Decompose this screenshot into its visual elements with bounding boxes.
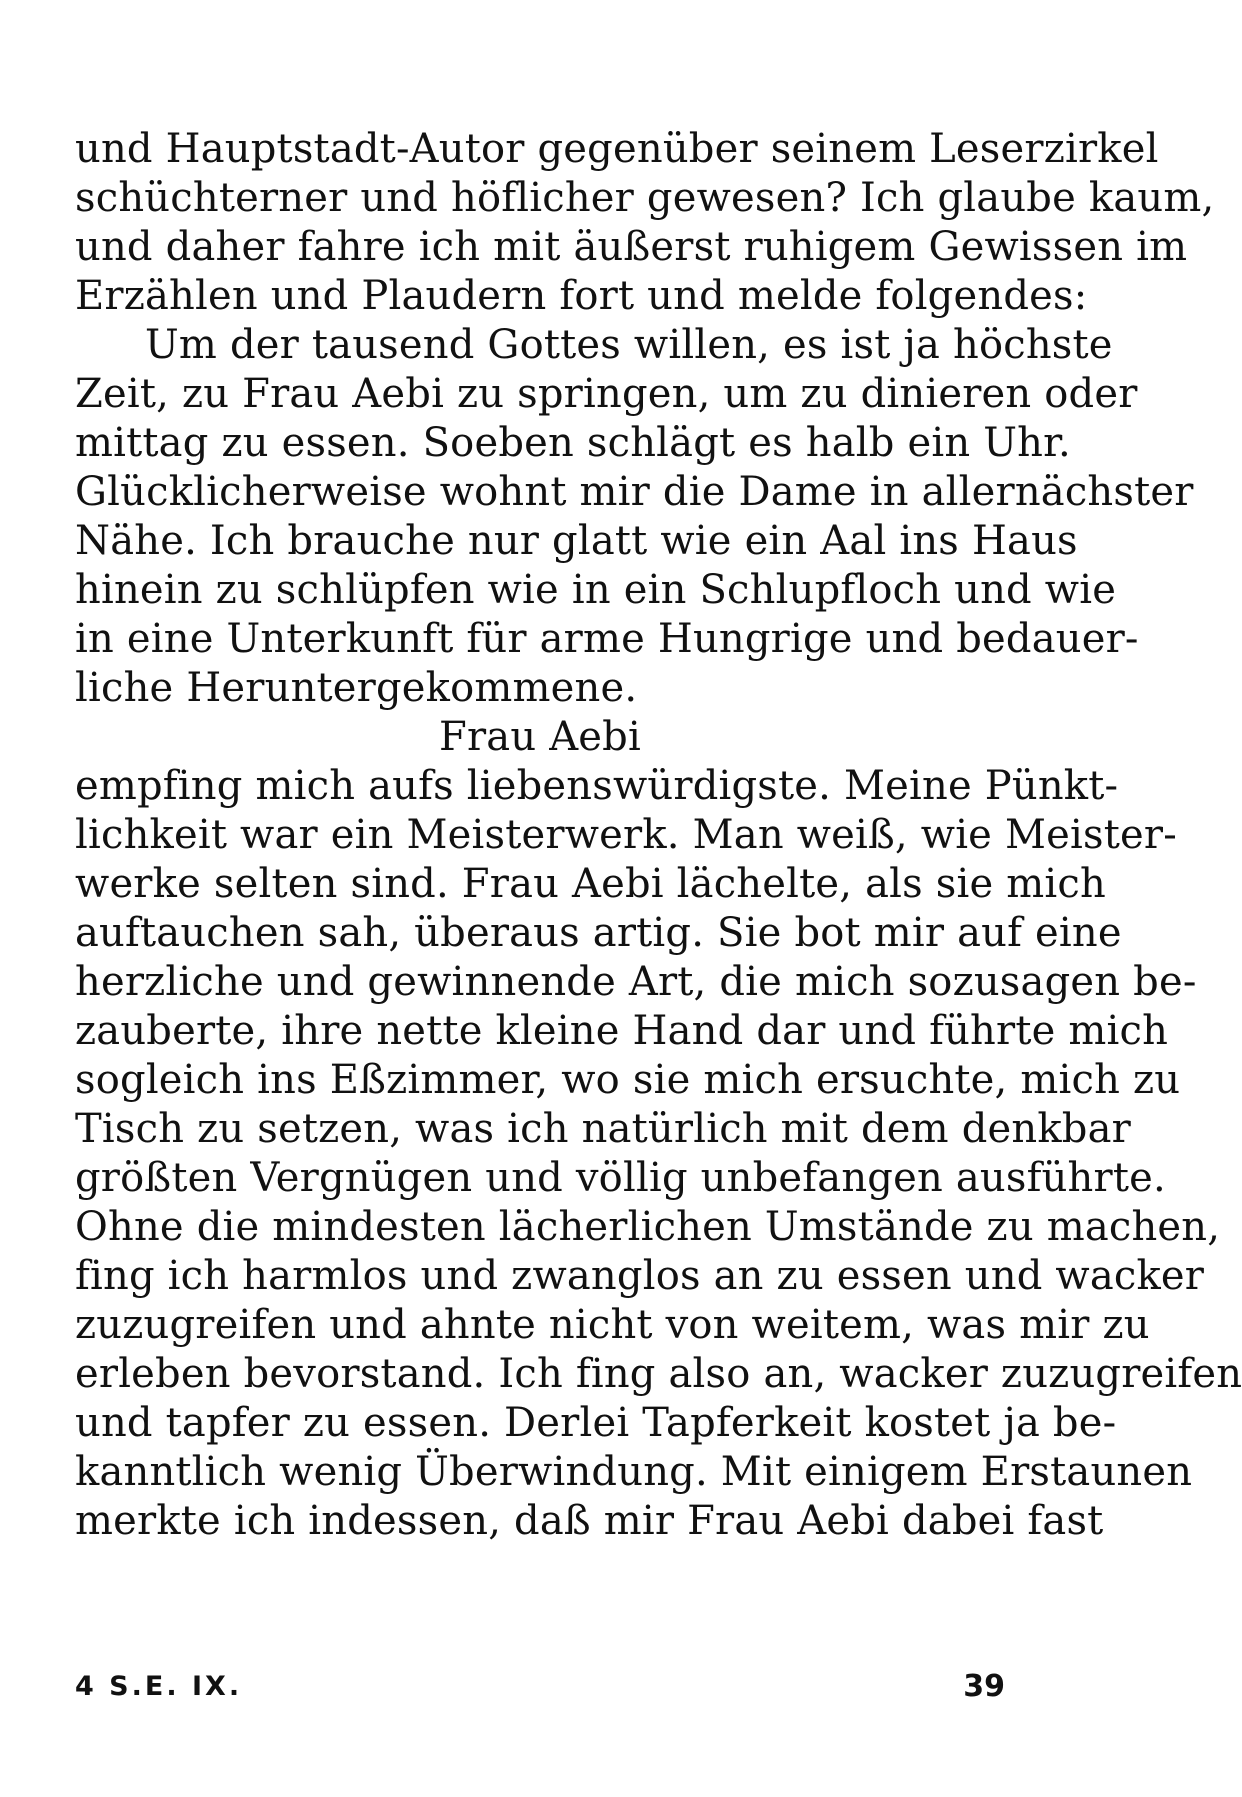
text-line: Ohne die mindesten lächerlichen Umstände zu machen, — [75, 1204, 1221, 1250]
text-line: Zeit, zu Frau Aebi zu springen, um zu dinieren oder — [75, 371, 1138, 417]
text-line: Nähe. Ich brauche nur glatt wie ein Aal ins Haus — [75, 518, 1078, 564]
text-line: und daher fahre ich mit äußerst ruhigem Gewissen im — [75, 224, 1188, 270]
text-line: zauberte, ihre nette kleine Hand dar und führte mich — [75, 1008, 1169, 1054]
page-number: 39 — [963, 1668, 1005, 1704]
text-line: lichkeit war ein Meisterwerk. Man weiß, wie Meister- — [75, 812, 1177, 858]
text-line: liche Heruntergekommene. — [75, 665, 638, 711]
text-line: mittag zu essen. Soeben schlägt es halb ein Uhr. — [75, 420, 1071, 466]
text-line: Um der tausend Gottes willen, es ist ja höchste — [145, 322, 1113, 368]
text-line: größten Vergnügen und völlig unbefangen ausführte. — [75, 1155, 1166, 1201]
section-heading: Frau Aebi — [439, 714, 641, 760]
text-line: sogleich ins Eßzimmer, wo sie mich ersuchte, mich zu — [75, 1057, 1181, 1103]
text-line: und tapfer zu essen. Derlei Tapferkeit kostet ja be- — [75, 1400, 1117, 1446]
text-line: hinein zu schlüpfen wie in ein Schlupfloch und wie — [75, 567, 1117, 613]
text-line: Erzählen und Plaudern fort und melde folgendes: — [75, 273, 1088, 319]
signature-mark: 4 S.E. IX. — [75, 1670, 243, 1702]
text-line: in eine Unterkunft für arme Hungrige und bedauer- — [75, 616, 1139, 662]
text-line: werke selten sind. Frau Aebi lächelte, als sie mich — [75, 861, 1106, 907]
text-line: schüchterner und höflicher gewesen? Ich glaube kaum, — [75, 175, 1215, 221]
body-text — [75, 125, 1242, 1546]
text-line: Tisch zu setzen, was ich natürlich mit dem denkbar — [75, 1106, 1131, 1152]
text-line: kanntlich wenig Überwindung. Mit einigem Erstaunen — [75, 1449, 1193, 1495]
text-line: herzliche und gewinnende Art, die mich sozusagen be- — [75, 959, 1197, 1005]
text-line: erleben bevorstand. Ich fing also an, wacker zuzugreifen — [75, 1351, 1242, 1397]
text-line: und Hauptstadt-Autor gegenüber seinem Leserzirkel — [75, 126, 1159, 172]
text-line: merkte ich indessen, daß mir Frau Aebi dabei fast — [75, 1498, 1104, 1544]
text-line: auftauchen sah, überaus artig. Sie bot mir auf eine — [75, 910, 1122, 956]
text-line: fing ich harmlos und zwanglos an zu essen und wacker — [75, 1253, 1205, 1299]
page-footer — [75, 1664, 1005, 1708]
text-line: zuzugreifen und ahnte nicht von weitem, was mir zu — [75, 1302, 1150, 1348]
text-line: empfing mich aufs liebenswürdigste. Meine Pünkt- — [75, 763, 1119, 809]
text-line: Glücklicherweise wohnt mir die Dame in allernächster — [75, 469, 1194, 515]
